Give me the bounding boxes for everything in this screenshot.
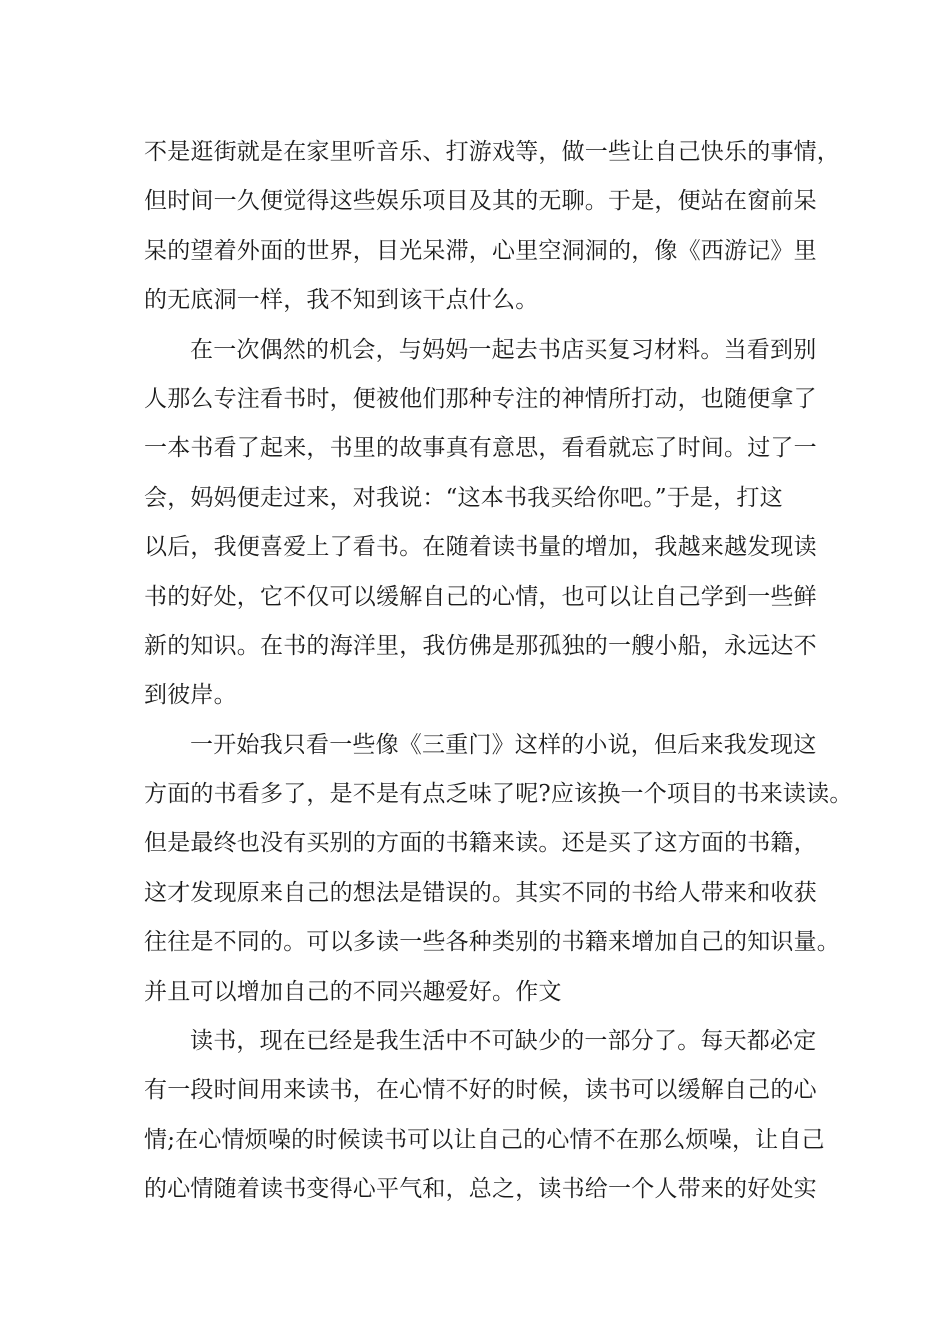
text-line-9: 以后，我便喜爱上了看书。在随着读书量的增加，我越来越发现读 <box>144 534 817 561</box>
body-text <box>144 128 853 1215</box>
paragraph-start-line-5: 在一次偶然的机会，与妈妈一起去书店买复习材料。当看到别 <box>190 336 817 363</box>
paragraph-start-line-13: 一开始我只看一些像《三重门》这样的小说，但后来我发现这 <box>190 731 817 758</box>
text-line-18: 并且可以增加自己的不同兴趣爱好。作文 <box>144 978 562 1005</box>
text-line-15: 但是最终也没有买别的方面的书籍来读。还是买了这方面的书籍， <box>144 830 817 857</box>
text-line-12: 到彼岸。 <box>144 682 237 709</box>
text-line-22: 的心情随着读书变得心平气和，总之，读书给一个人带来的好处实 <box>144 1176 817 1203</box>
text-line-6: 人那么专注看书时，便被他们那种专注的神情所打动，也随便拿了 <box>144 385 817 412</box>
text-line-21: 情;在心情烦噪的时候读书可以让自己的心情不在那么烦噪，让自己 <box>144 1126 825 1153</box>
text-line-16: 这才发现原来自己的想法是错误的。其实不同的书给人带来和收获 <box>144 879 817 906</box>
text-line-11: 新的知识。在书的海洋里，我仿佛是那孤独的一艘小船，永远达不 <box>144 632 817 659</box>
text-line-4: 的无底洞一样，我不知到该干点什么。 <box>144 287 539 314</box>
text-line-1: 不是逛街就是在家里听音乐、打游戏等，做一些让自己快乐的事情， <box>144 139 840 165</box>
paragraph-start-line-19: 读书，现在已经是我生活中不可缺少的一部分了。每天都必定 <box>190 1028 817 1055</box>
text-line-3: 呆的望着外面的世界，目光呆滞，心里空洞洞的，像《西游记》里 <box>144 237 817 264</box>
text-line-14: 方面的书看多了，是不是有点乏味了呢?应该换一个项目的书来读读。 <box>144 781 853 808</box>
text-line-20: 有一段时间用来读书，在心情不好的时候，读书可以缓解自己的心 <box>144 1077 817 1104</box>
text-line-8: 会，妈妈便走过来，对我说：“这本书我买给你吧。”于是，打这 <box>144 484 783 511</box>
text-line-10: 书的好处，它不仅可以缓解自己的心情，也可以让自己学到一些鲜 <box>144 583 817 610</box>
text-line-7: 一本书看了起来，书里的故事真有意思，看看就忘了时间。过了一 <box>144 435 817 462</box>
text-line-2: 但时间一久便觉得这些娱乐项目及其的无聊。于是，便站在窗前呆 <box>144 188 817 215</box>
text-line-17: 往往是不同的。可以多读一些各种类别的书籍来增加自己的知识量。 <box>144 929 840 956</box>
